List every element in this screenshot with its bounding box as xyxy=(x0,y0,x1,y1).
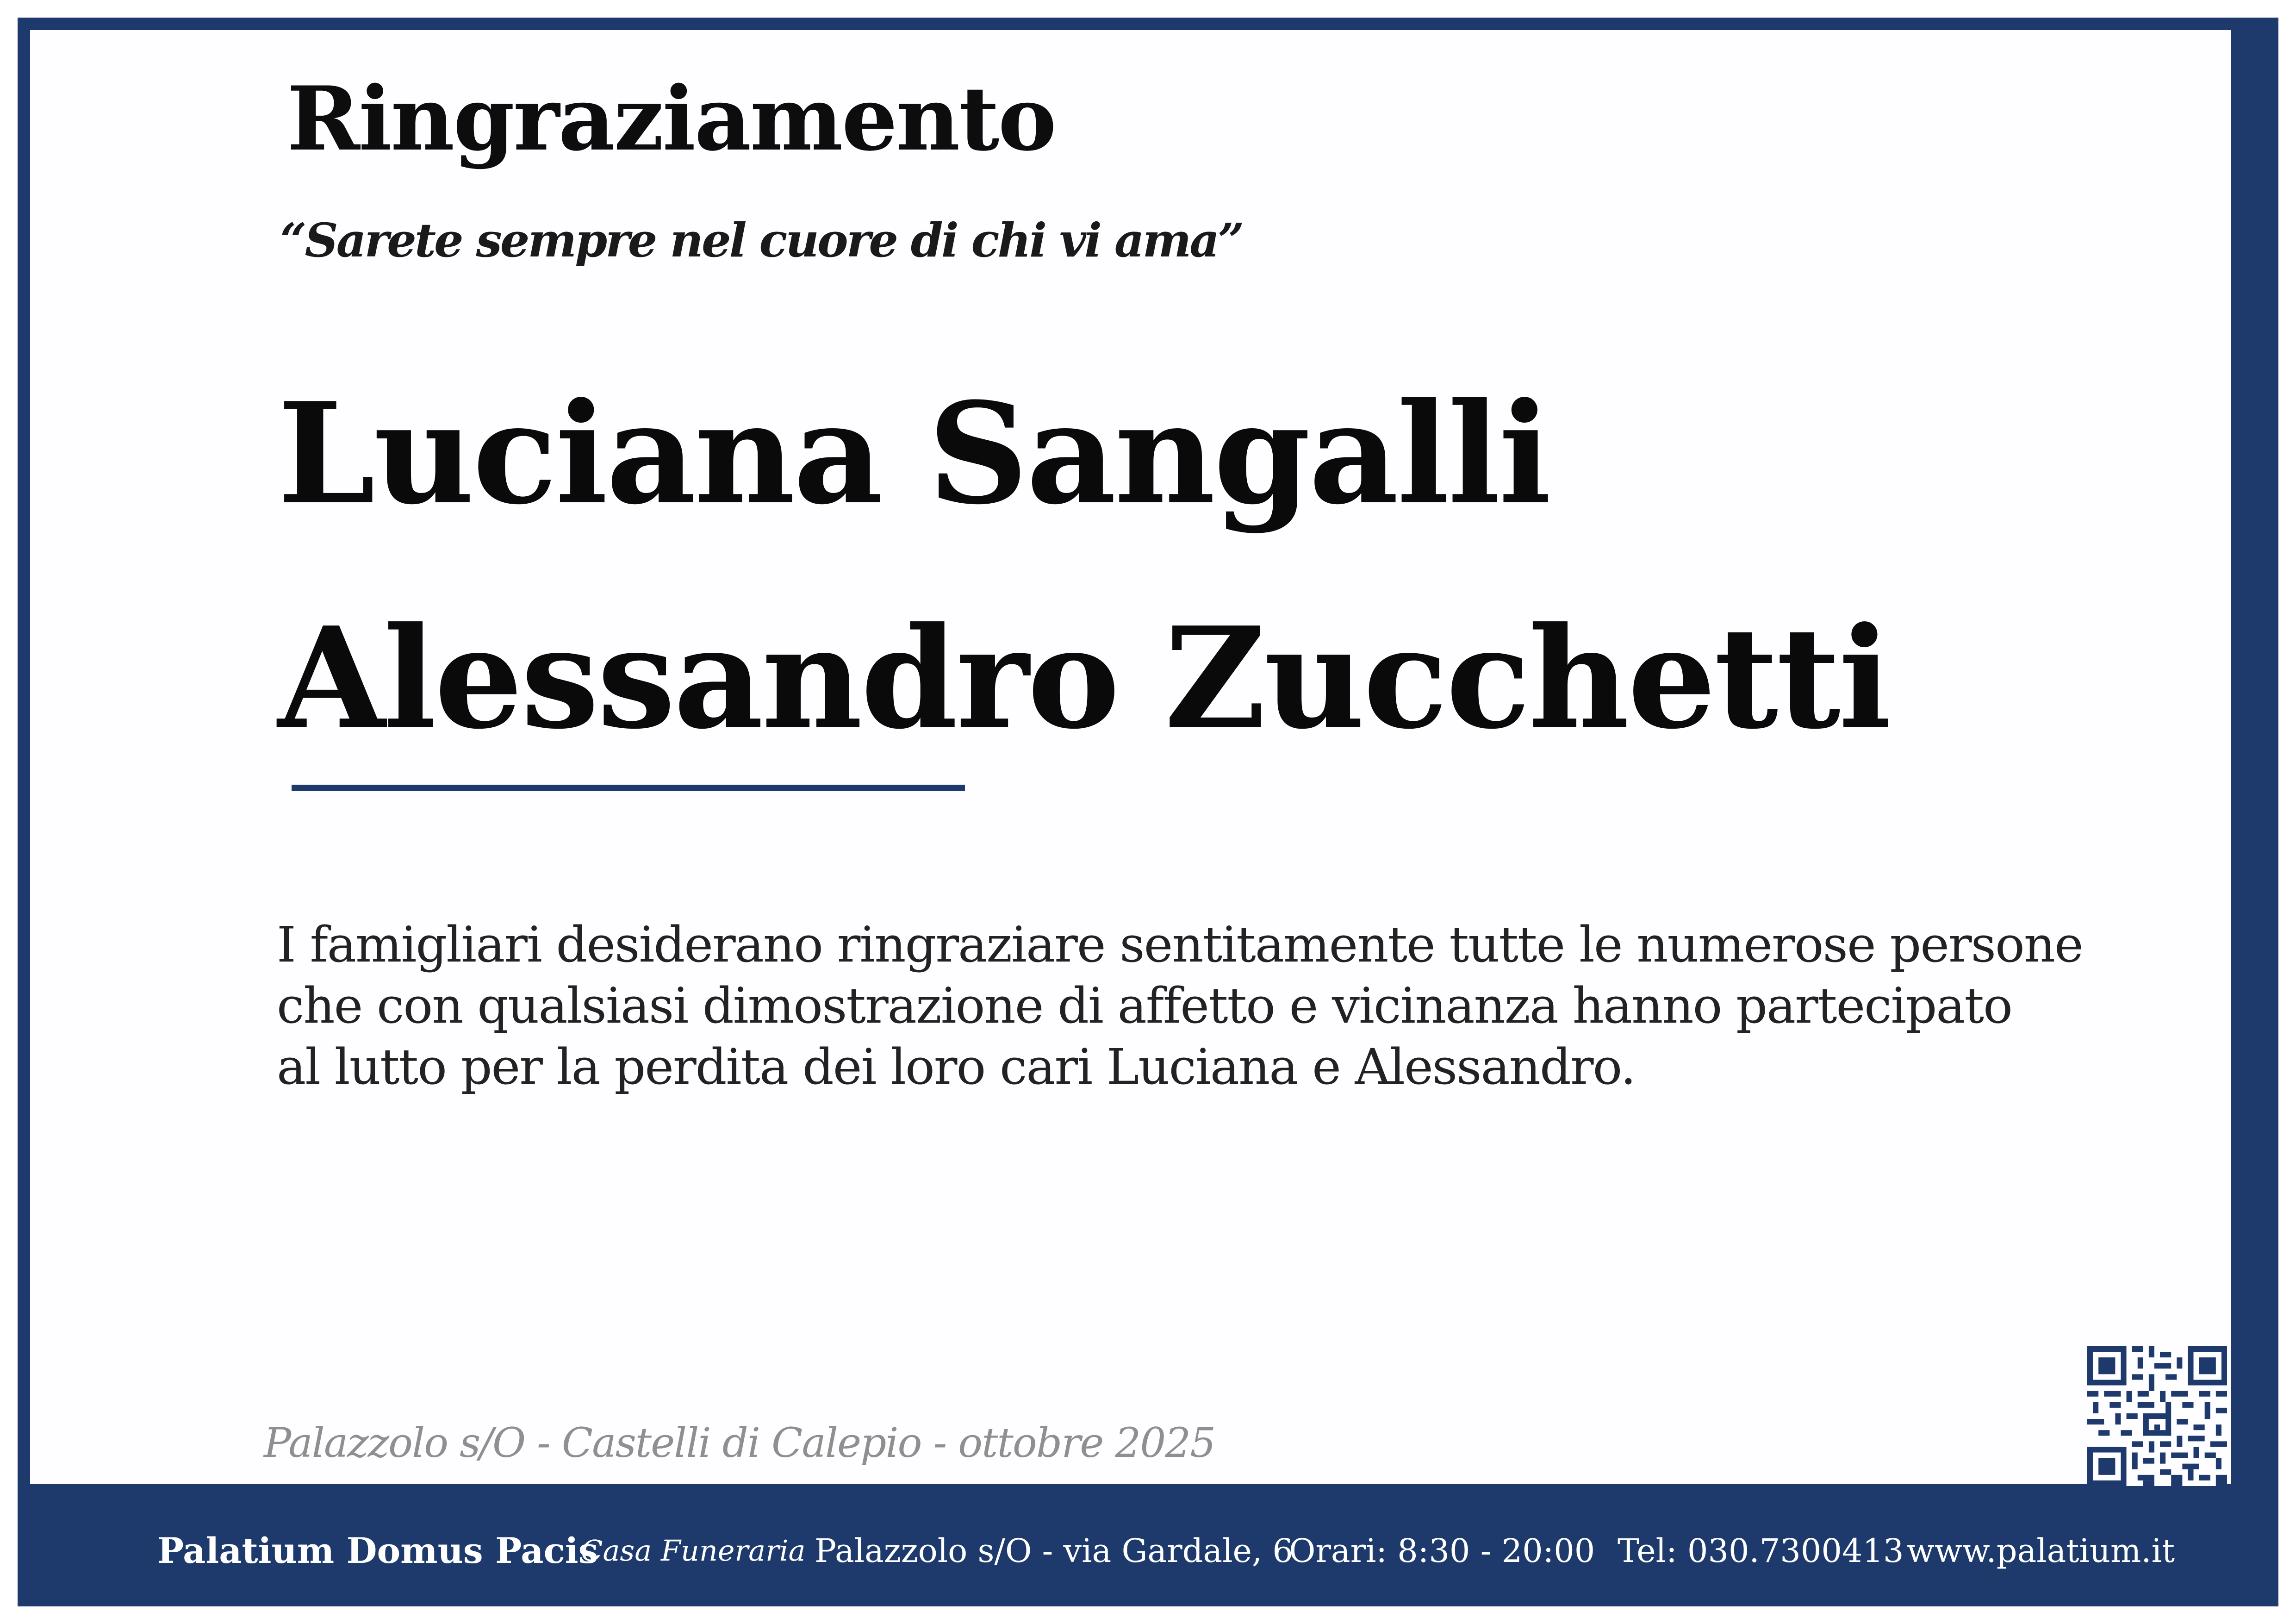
place-date: Palazzolo s/O - Castelli di Calepio - ottobre 2025 xyxy=(264,1419,1215,1467)
notice-heading: Ringraziamento xyxy=(287,67,1056,170)
message-line: che con qualsiasi dimostrazione di affetto e vicinanza hanno partecipato xyxy=(277,977,2012,1034)
deceased-name-2: Alessandro Zucchetti xyxy=(278,596,1890,760)
footer-website-link[interactable]: www.palatium.it xyxy=(1907,1532,2175,1570)
deceased-name-1: Luciana Sangalli xyxy=(278,372,1550,535)
thank-you-message xyxy=(277,914,2174,1098)
divider-rule xyxy=(292,785,965,791)
footer-brand: Palatium Domus Pacis xyxy=(157,1530,598,1571)
message-line: I famigliari desiderano ringraziare sentitamente tutte le numerose persone xyxy=(277,916,2083,973)
footer-hours: Orari: 8:30 - 20:00 xyxy=(1289,1532,1595,1570)
footer-address: Palazzolo s/O - via Gardale, 6 xyxy=(815,1532,1293,1570)
qr-code-icon[interactable] xyxy=(2087,1346,2227,1486)
message-line: al lutto per la perdita dei loro cari Luciana e Alessandro. xyxy=(277,1038,1636,1095)
notice-quote: “Sarete sempre nel cuore di chi vi ama” xyxy=(280,213,1243,268)
footer-phone[interactable]: Tel: 030.7300413 xyxy=(1618,1532,1904,1570)
footer-type: Casa Funeraria xyxy=(581,1534,806,1568)
footer-bar xyxy=(0,1523,2296,1579)
